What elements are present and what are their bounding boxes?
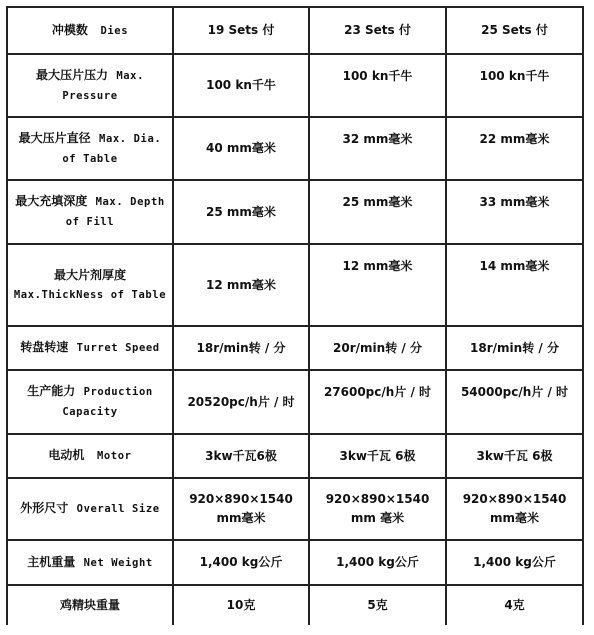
- table-row: [7, 434, 583, 478]
- label-cn: 电动机: [48, 448, 85, 462]
- row-label-cube-weight: [7, 585, 173, 625]
- value-cell: [173, 370, 309, 434]
- table-row: [7, 326, 583, 370]
- label-cn: 主机重量: [27, 554, 76, 569]
- value-text: 100 kn千牛: [479, 69, 550, 83]
- label-cn: 最大充填深度: [15, 194, 88, 208]
- row-label-capacity: [7, 370, 173, 434]
- value-cell: [173, 7, 309, 54]
- label-cn: 生产能力: [27, 384, 76, 398]
- value-text: 14 mm毫米: [479, 259, 550, 273]
- value-cell: [173, 54, 309, 117]
- table-row: [7, 54, 583, 117]
- row-label-weight: [7, 540, 173, 585]
- value-text: 920×890×1540 mm毫米: [189, 492, 293, 525]
- value-cell: [309, 478, 446, 540]
- value-text: 19 Sets 付: [207, 23, 275, 37]
- value-text: 100 kn千牛: [206, 78, 276, 92]
- value-text: 25 mm毫米: [206, 204, 276, 219]
- value-text: 18r/min转 / 分: [470, 340, 559, 355]
- spec-table: [6, 6, 584, 625]
- value-cell: [446, 326, 583, 370]
- value-cell: [446, 370, 583, 434]
- value-text: 25 mm毫米: [342, 195, 413, 209]
- value-text: 4克: [504, 598, 525, 612]
- value-text: 18r/min转 / 分: [196, 340, 286, 355]
- value-text: 5克: [367, 598, 388, 612]
- table-row: [7, 180, 583, 244]
- label-cn: 最大片剂厚度: [53, 267, 126, 282]
- row-label-size: [7, 478, 173, 540]
- row-label-motor: [7, 434, 173, 478]
- table-row: [7, 244, 583, 326]
- value-cell: [173, 540, 309, 585]
- row-label-speed: [7, 326, 173, 370]
- value-text: 10克: [226, 598, 256, 612]
- row-label-dies: [7, 7, 173, 54]
- value-cell: [446, 244, 583, 326]
- label-en: Turret Speed: [76, 342, 160, 354]
- value-cell: [173, 180, 309, 244]
- value-text: 27600pc/h片 / 时: [323, 385, 432, 399]
- value-cell: [446, 478, 583, 540]
- value-cell: [446, 54, 583, 117]
- value-cell: [309, 370, 446, 434]
- label-en: Max.ThickNess of Table: [13, 288, 167, 301]
- value-text: 22 mm毫米: [479, 132, 550, 146]
- label-en: Dies: [100, 24, 129, 37]
- value-cell: [173, 117, 309, 180]
- value-cell: [309, 540, 446, 585]
- value-text: 3kw千瓦 6极: [476, 448, 553, 463]
- value-cell: [309, 326, 446, 370]
- value-text: 20r/min转 / 分: [333, 340, 422, 355]
- value-cell: [173, 244, 309, 326]
- label-cn: 转盘转速: [20, 340, 69, 354]
- value-cell: [173, 585, 309, 625]
- value-text: 25 Sets 付: [481, 23, 548, 37]
- value-text: 920×890×1540 mm毫米: [462, 492, 567, 525]
- value-text: 12 mm毫米: [206, 277, 276, 292]
- table-row: [7, 117, 583, 180]
- label-en: Max. Dia. of Table: [62, 132, 162, 165]
- value-text: 3kw千瓦 6极: [339, 448, 416, 463]
- row-label-thickness: [7, 244, 173, 326]
- label-cn: 冲模数: [51, 22, 88, 37]
- value-cell: [309, 7, 446, 54]
- label-en: Overall Size: [76, 503, 160, 515]
- table-row: [7, 585, 583, 625]
- table-row: [7, 478, 583, 540]
- value-cell: [173, 434, 309, 478]
- value-cell: [446, 540, 583, 585]
- value-cell: [309, 180, 446, 244]
- label-en: Max. Depth of Fill: [65, 196, 165, 228]
- value-text: 12 mm毫米: [342, 259, 413, 273]
- value-text: 33 mm毫米: [479, 195, 550, 209]
- value-text: 20520pc/h片 / 时: [187, 394, 295, 409]
- value-text: 54000pc/h片 / 时: [460, 385, 569, 399]
- value-cell: [173, 478, 309, 540]
- label-cn: 最大压片压力: [35, 67, 108, 82]
- row-label-pressure: [7, 54, 173, 117]
- label-en: Max. Pressure: [62, 69, 145, 102]
- value-cell: [309, 585, 446, 625]
- table-row: [7, 540, 583, 585]
- label-en: Net Weight: [83, 556, 153, 569]
- value-text: 1,400 kg公斤: [473, 555, 556, 569]
- value-text: 1,400 kg公斤: [336, 555, 419, 569]
- table-row: [7, 370, 583, 434]
- label-en: Motor: [96, 450, 132, 462]
- value-text: 3kw千瓦6极: [205, 448, 277, 463]
- label-en: Production Capacity: [62, 386, 153, 418]
- value-cell: [446, 117, 583, 180]
- value-cell: [446, 434, 583, 478]
- value-cell: [309, 54, 446, 117]
- value-text: 23 Sets 付: [344, 23, 411, 37]
- value-text: 920×890×1540 mm 毫米: [325, 492, 430, 525]
- value-text: 40 mm毫米: [206, 141, 276, 155]
- value-cell: [309, 434, 446, 478]
- value-cell: [309, 117, 446, 180]
- label-cn: 鸡精块重量: [59, 598, 120, 612]
- table-row: [7, 7, 583, 54]
- value-text: 100 kn千牛: [342, 69, 413, 83]
- value-cell: [446, 7, 583, 54]
- value-cell: [309, 244, 446, 326]
- value-cell: [446, 585, 583, 625]
- row-label-depth: [7, 180, 173, 244]
- value-text: 1,400 kg公斤: [199, 555, 283, 569]
- value-cell: [173, 326, 309, 370]
- label-cn: 最大压片直径: [18, 130, 91, 145]
- row-label-dia: [7, 117, 173, 180]
- value-text: 32 mm毫米: [342, 132, 413, 146]
- label-cn: 外形尺寸: [20, 501, 69, 515]
- value-cell: [446, 180, 583, 244]
